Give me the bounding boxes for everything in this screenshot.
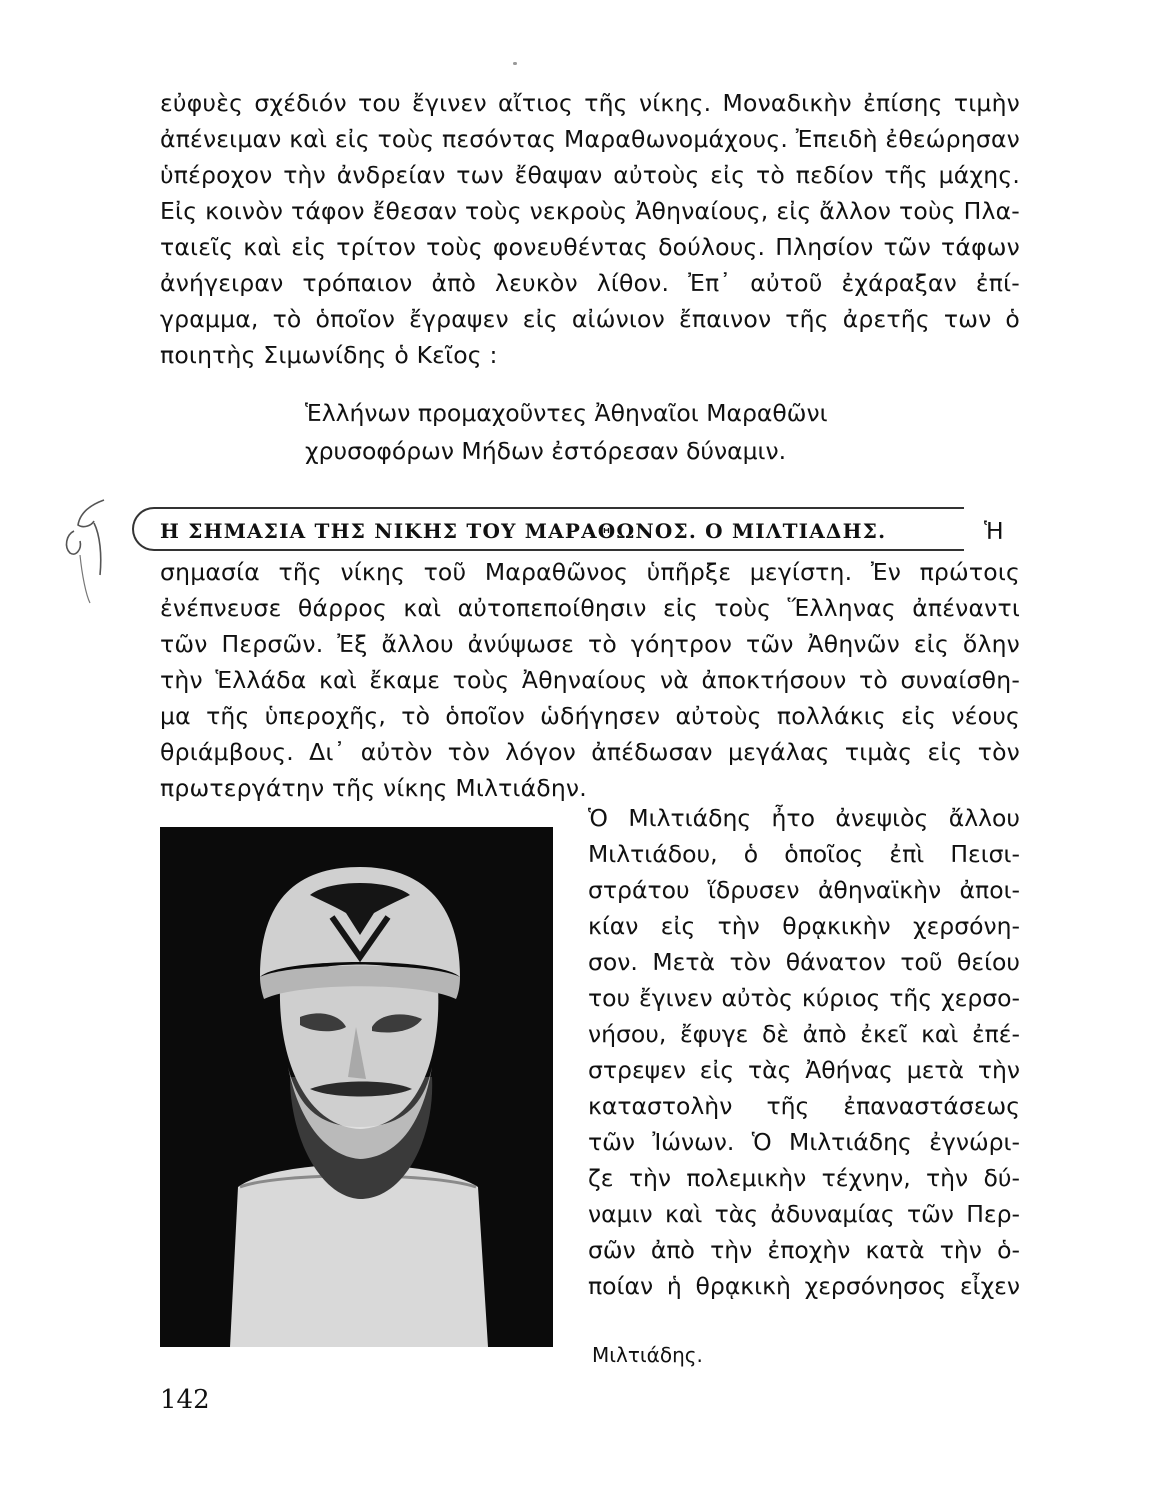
column-line: καταστολὴν τῆς ἐπαναστάσεως: [588, 1092, 1020, 1120]
paragraph-line: τὴν Ἑλλάδα καὶ ἔκαμε τοὺς Ἀθηναίους νὰ ἀποκτήσουν τὸ συναίσθη-: [160, 666, 1020, 694]
column-line: στρεψεν εἰς τὰς Ἀθήνας μετὰ τὴν: [588, 1056, 1020, 1084]
epigram-line: χρυσοφόρων Μήδων ἐστόρεσαν δύναμιν.: [305, 437, 787, 465]
column-line: ζε τὴν πολεμικὴν τέχνην, τὴν δύ-: [588, 1164, 1020, 1192]
column-line: σον. Μετὰ τὸν θάνατον τοῦ θείου: [588, 948, 1020, 976]
paragraph-line: σημασία τῆς νίκης τοῦ Μαραθῶνος ὑπῆρξε μεγίστη. Ἐν πρώτοις: [160, 558, 1020, 586]
column-line: κίαν εἰς τὴν θρᾳκικὴν χερσόνη-: [588, 912, 1020, 940]
column-line: του ἔγινεν αὐτὸς κύριος τῆς χερσο-: [588, 984, 1020, 1012]
paragraph-line: πρωτεργάτην τῆς νίκης Μιλτιάδην.: [160, 774, 587, 802]
figure-side-column: [588, 802, 1020, 1302]
bust-illustration: [160, 827, 553, 1347]
paragraph-line: Εἰς κοινὸν τάφον ἔθεσαν τοὺς νεκροὺς Ἀθηναίους, εἰς ἄλλον τοὺς Πλα-: [160, 197, 1020, 225]
paragraph-line: ποιητὴς Σιμωνίδης ὁ Κεῖος :: [160, 341, 498, 369]
paragraph-line: θριάμβους. Δι᾿ αὐτὸν τὸν λόγον ἀπέδωσαν μεγάλας τιμὰς εἰς τὸν: [160, 738, 1020, 766]
column-line: ποίαν ἡ θρᾳκικὴ χερσόνησος εἶχεν: [588, 1272, 1020, 1300]
column-line: ναμιν καὶ τὰς ἀδυναμίας τῶν Περ-: [588, 1200, 1020, 1228]
paragraph-lead: Ἡ: [984, 517, 1004, 545]
paragraph-line: ἐνέπνευσε θάρρος καὶ αὐτοπεποίθησιν εἰς τοὺς Ἕλληνας ἀπέναντι: [160, 594, 1020, 622]
paragraph-line: τῶν Περσῶν. Ἐξ ἄλλου ἀνύψωσε τὸ γόητρον τῶν Ἀθηνῶν εἰς ὅλην: [160, 630, 1020, 658]
column-line: τῶν Ἰώνων. Ὁ Μιλτιάδης ἐγνώρι-: [588, 1128, 1020, 1156]
paragraph-line: μα τῆς ὑπεροχῆς, τὸ ὁποῖον ὡδήγησεν αὐτοὺς πολλάκις εἰς νέους: [160, 702, 1020, 730]
column-line: Μιλτιάδου, ὁ ὁποῖος ἐπὶ Πεισι-: [588, 840, 1020, 868]
column-line: Ὁ Μιλτιάδης ἦτο ἀνεψιὸς ἄλλου: [588, 804, 1020, 832]
column-line: νήσου, ἔφυγε δὲ ἀπὸ ἐκεῖ καὶ ἐπέ-: [588, 1020, 1020, 1048]
epigram-line: Ἑλλήνων προμαχοῦντες Ἀθηναῖοι Μαραθῶνι: [305, 399, 828, 427]
paragraph-line: ἀπένειμαν καὶ εἰς τοὺς πεσόντας Μαραθωνομάχους. Ἐπειδὴ ἐθεώρησαν: [160, 125, 1020, 153]
figure-caption: Μιλτιάδης.: [592, 1343, 703, 1367]
section-heading: Η ΣΗΜΑΣΙΑ ΤΗΣ ΝΙΚΗΣ ΤΟΥ ΜΑΡΑΘΩΝΟΣ. Ο ΜΙΛΤΙΑΔΗΣ.: [160, 519, 887, 543]
paragraph-line: ἀνήγειραν τρόπαιον ἀπὸ λευκὸν λίθον. Ἐπ᾿ αὐτοῦ ἐχάραξαν ἐπί-: [160, 269, 1020, 297]
paragraph-line: εὐφυὲς σχέδιόν του ἔγινεν αἴτιος τῆς νίκης. Μοναδικὴν ἐπίσης τιμὴν: [160, 89, 1020, 117]
column-line: σῶν ἀπὸ τὴν ἐποχὴν κατὰ τὴν ὁ-: [588, 1236, 1020, 1264]
column-line: στράτου ἵδρυσεν ἀθηναϊκὴν ἀποι-: [588, 876, 1020, 904]
paragraph-line: γραμμα, τὸ ὁποῖον ἔγραψεν εἰς αἰώνιον ἔπαινον τῆς ἀρετῆς των ὁ: [160, 305, 1020, 333]
page-number: 142: [160, 1385, 210, 1415]
bust-photo: [160, 827, 553, 1347]
section-heading-row: [120, 515, 1020, 555]
paragraph-line: ταιεῖς καὶ εἰς τρίτον τοὺς φονευθέντας δούλους. Πλησίον τῶν τάφων: [160, 233, 1020, 261]
paper-speck: [513, 62, 517, 65]
paragraph-line: ὑπέροχον τὴν ἀνδρείαν των ἔθαψαν αὐτοὺς εἰς τὸ πεδίον τῆς μάχης.: [160, 161, 1020, 189]
